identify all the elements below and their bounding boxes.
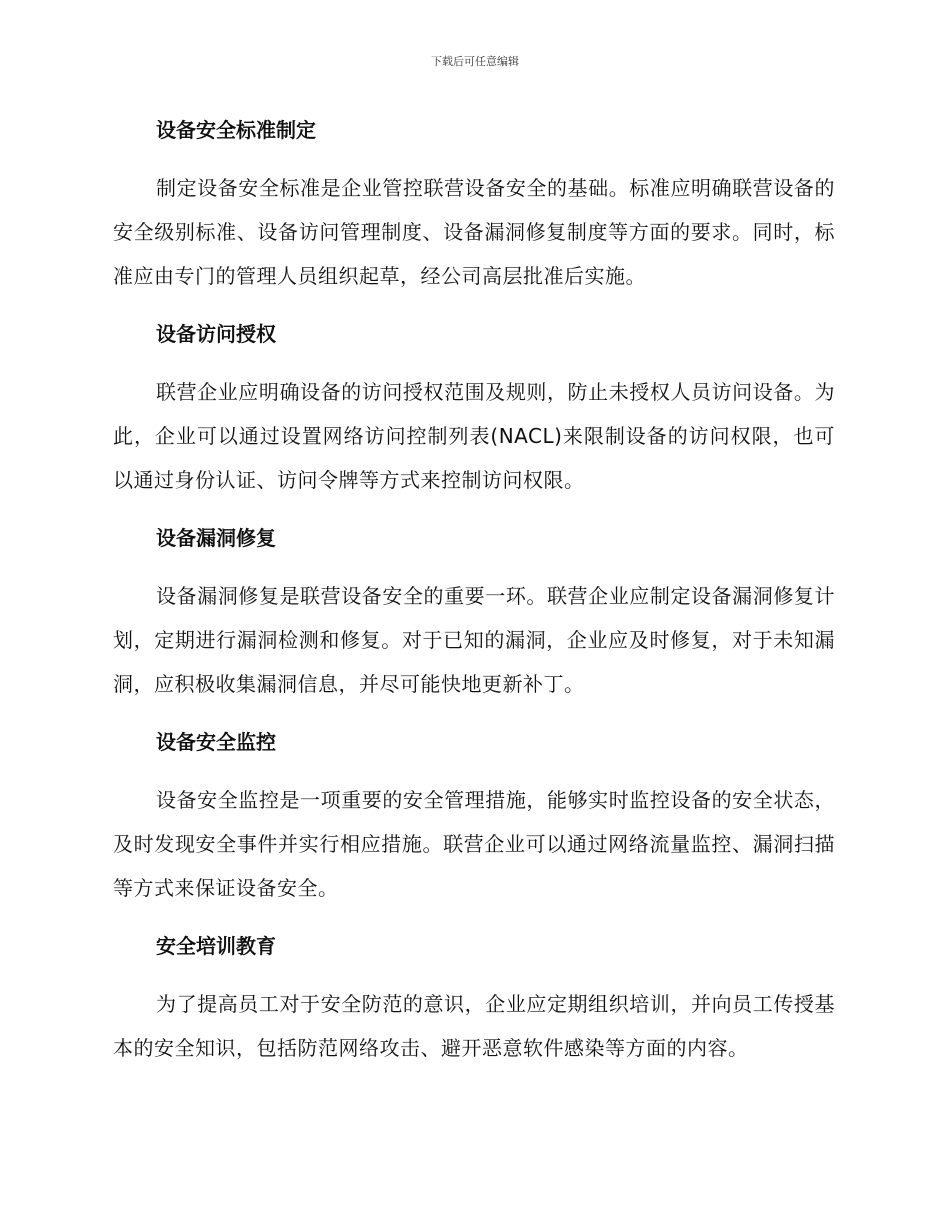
section-heading: 设备访问授权 xyxy=(156,322,276,346)
section-equipment-security-monitoring xyxy=(113,720,835,910)
section-heading: 设备漏洞修复 xyxy=(156,526,276,550)
section-paragraph: 制定设备安全标准是企业管控联营设备安全的基础。标准应明确联营设备的安全级别标准、设备访问管理制度、设备漏洞修复制度等方面的要求。同时，标准应由专门的管理人员组织起草，经公司高层批准后实施。 xyxy=(113,176,835,288)
section-heading: 设备安全监控 xyxy=(156,730,276,754)
section-paragraph: 设备漏洞修复是联营设备安全的重要一环。联营企业应制定设备漏洞修复计划，定期进行漏洞检测和修复。对于已知的漏洞，企业应及时修复，对于未知漏洞，应积极收集漏洞信息，并尽可能快地更新补丁。 xyxy=(113,584,835,696)
section-paragraph: 为了提高员工对于安全防范的意识，企业应定期组织培训，并向员工传授基本的安全知识，包括防范网络攻击、避开恶意软件感染等方面的内容。 xyxy=(113,992,835,1060)
section-paragraph: 设备安全监控是一项重要的安全管理措施，能够实时监控设备的安全状态，及时发现安全事件并实行相应措施。联营企业可以通过网络流量监控、漏洞扫描等方式来保证设备安全。 xyxy=(113,788,835,900)
section-paragraph: 联营企业应明确设备的访问授权范围及规则，防止未授权人员访问设备。为此，企业可以通过设置网络访问控制列表(NACL)来限制设备的访问权限，也可以通过身份认证、访问令牌等方式来控制访问权限。 xyxy=(113,380,835,492)
section-equipment-security-standards xyxy=(113,108,835,298)
section-heading: 安全培训教育 xyxy=(156,934,276,958)
document-body xyxy=(113,108,835,1084)
section-equipment-vulnerability-repair xyxy=(113,516,835,706)
page-header-note: 下载后可任意编辑 xyxy=(431,55,519,68)
section-equipment-access-authorization xyxy=(113,312,835,502)
section-heading: 设备安全标准制定 xyxy=(156,118,316,142)
section-security-training xyxy=(113,924,835,1070)
